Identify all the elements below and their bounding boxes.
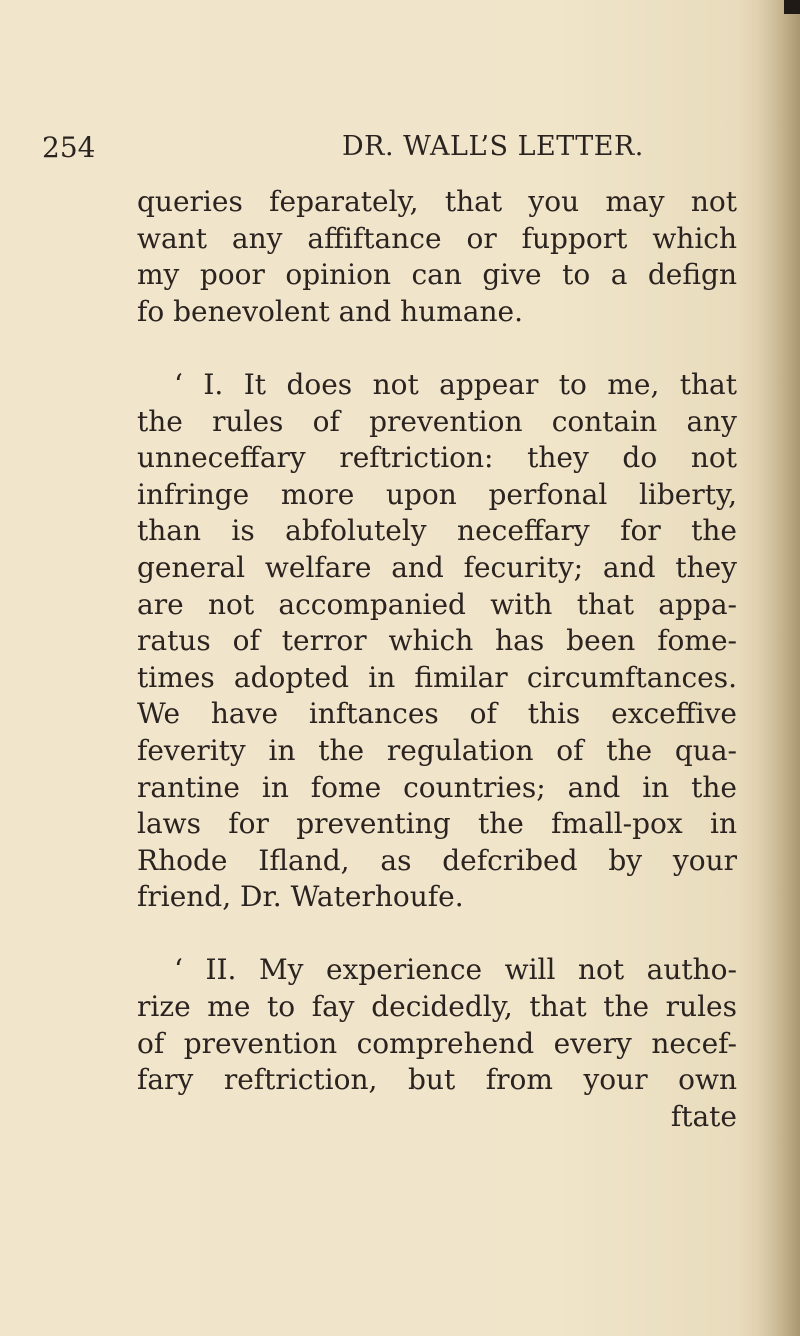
text-line: feverity in the regulation of the qua- bbox=[137, 733, 737, 767]
catchword: ftate bbox=[670, 1099, 737, 1133]
paragraph-gap bbox=[137, 916, 737, 953]
text-line: rize me to fay decidedly, that the rules bbox=[137, 990, 737, 1024]
text-line: infringe more upon perfonal liberty, bbox=[137, 477, 737, 511]
body-text bbox=[137, 184, 737, 1135]
text-line: rantine in fome countries; and in the bbox=[137, 770, 737, 804]
paragraph-2 bbox=[137, 367, 737, 916]
text-line: are not accompanied with that appa- bbox=[137, 587, 737, 621]
paragraph-gap bbox=[137, 330, 737, 367]
text-line: the rules of prevention contain any bbox=[137, 404, 737, 438]
text-line: We have inftances of this exceffive bbox=[137, 697, 737, 731]
text-line: friend, Dr. Waterhoufe. bbox=[137, 880, 464, 914]
text-line: queries feparately, that you may not bbox=[137, 185, 737, 218]
text-line: fo benevolent and humane. bbox=[137, 294, 523, 328]
text-line: ‘ I. It does not appear to me, that bbox=[174, 367, 737, 401]
text-line: ‘ II. My experience will not autho- bbox=[174, 953, 737, 987]
page-edge-shadow bbox=[758, 0, 800, 1336]
paragraph-1 bbox=[137, 184, 737, 330]
corner-mark bbox=[784, 0, 800, 14]
text-line: ratus of terror which has been fome- bbox=[137, 624, 737, 658]
text-line: laws for preventing the fmall-pox in bbox=[137, 807, 737, 841]
text-line: fary reftriction, but from your own bbox=[137, 1063, 737, 1097]
text-line: unneceffary reftriction: they do not bbox=[137, 441, 737, 475]
running-title: DR. WALL’S LETTER. bbox=[342, 131, 644, 162]
text-line: than is abfolutely neceffary for the bbox=[137, 514, 737, 548]
paragraph-3 bbox=[137, 952, 737, 1098]
text-line: of prevention comprehend every necef- bbox=[137, 1026, 737, 1060]
running-head bbox=[0, 131, 800, 171]
page-number: 254 bbox=[42, 131, 96, 164]
text-line: general welfare and fecurity; and they bbox=[137, 550, 737, 584]
text-line: want any affiftance or fupport which bbox=[137, 221, 737, 255]
text-line: Rhode Ifland, as defcribed by your bbox=[137, 843, 737, 877]
text-line: times adopted in fimilar circumftances. bbox=[137, 660, 737, 694]
text-line: my poor opinion can give to a defign bbox=[137, 258, 737, 292]
